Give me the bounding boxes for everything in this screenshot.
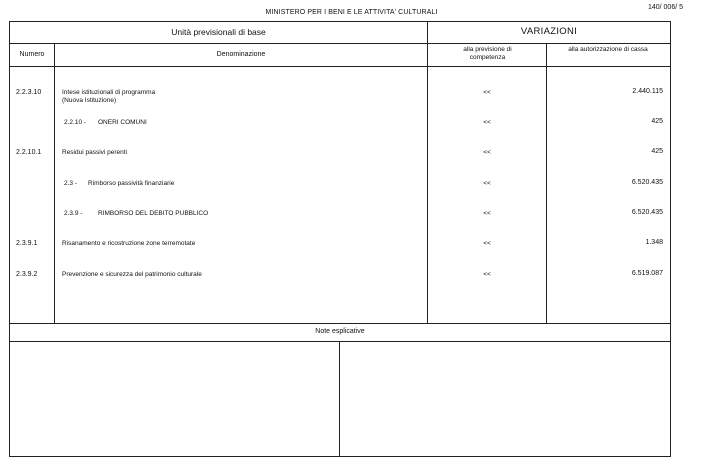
col-header-previsione: alla previsione di competenza <box>463 46 512 61</box>
row-4-denominazione: Rimborso passività finanziarie <box>88 180 175 187</box>
notes-title: Note esplicative <box>315 328 365 335</box>
row-3-numero: 2.2.10.1 <box>16 149 42 156</box>
row-6-cassa: 1.348 <box>645 239 663 246</box>
unita-previsionali-title: Unità previsionali di base <box>171 27 266 37</box>
row-2-previsione: << <box>483 119 491 126</box>
table-right-border <box>670 21 671 457</box>
row-2-code: 2.2.10 - <box>64 119 87 126</box>
header-row-divider <box>9 43 671 44</box>
row-1-denominazione: Intese istituzionali di programma <box>62 89 156 96</box>
row-5-cassa: 6.520.435 <box>631 209 663 216</box>
row-6-numero: 2.3.9.1 <box>16 240 38 247</box>
row-1-cassa: 2.440.115 <box>632 88 663 95</box>
page-reference: 140/ 006/ 5 <box>647 4 683 11</box>
row-5-previsione: << <box>483 210 491 217</box>
row-4-code: 2.3 - <box>64 180 78 187</box>
row-4-previsione: << <box>483 180 491 187</box>
row-5-code: 2.3.9 - <box>64 210 83 217</box>
col-header-cassa: alla autorizzazione di cassa <box>568 46 648 53</box>
row-5-denominazione: RIMBORSO DEL DEBITO PUBBLICO <box>98 210 209 217</box>
row-3-previsione: << <box>483 149 491 156</box>
row-3-denominazione: Residui passivi perenti <box>62 149 128 156</box>
ministry-title: MINISTERO PER I BENI E LE ATTIVITA' CULTURALI <box>265 9 438 16</box>
col-header-numero: Numero <box>19 51 45 58</box>
col-header-denominazione: Denominazione <box>216 51 266 58</box>
row-2-denominazione: ONERI COMUNI <box>98 119 147 126</box>
variazioni-title: VARIAZIONI <box>520 26 578 37</box>
row-7-denominazione: Prevenzione e sicurezza del patrimonio culturale <box>62 271 202 278</box>
notes-right-panel <box>340 342 670 456</box>
table-top-border <box>9 21 671 22</box>
table-bottom-border <box>9 456 671 457</box>
notes-top-border <box>9 323 671 324</box>
column-header-bottom <box>9 66 671 67</box>
row-7-previsione: << <box>483 271 491 278</box>
row-6-denominazione: Risanamento e ricostruzione zone terremotate <box>62 240 196 247</box>
row-7-numero: 2.3.9.2 <box>16 271 38 278</box>
row-6-previsione: << <box>483 240 491 247</box>
row-2-cassa: 425 <box>651 118 663 125</box>
row-1-numero: 2.2.3.10 <box>16 89 42 96</box>
row-7-cassa: 6.519.087 <box>631 270 663 277</box>
row-1-note: (Nuova Istituzione) <box>62 97 117 104</box>
row-4-cassa: 6.520.435 <box>631 179 663 186</box>
cassa-column-divider <box>546 43 547 323</box>
numero-column-divider <box>54 43 55 323</box>
row-3-cassa: 425 <box>651 148 663 155</box>
row-1-previsione: << <box>483 89 491 96</box>
notes-left-panel <box>10 342 339 456</box>
